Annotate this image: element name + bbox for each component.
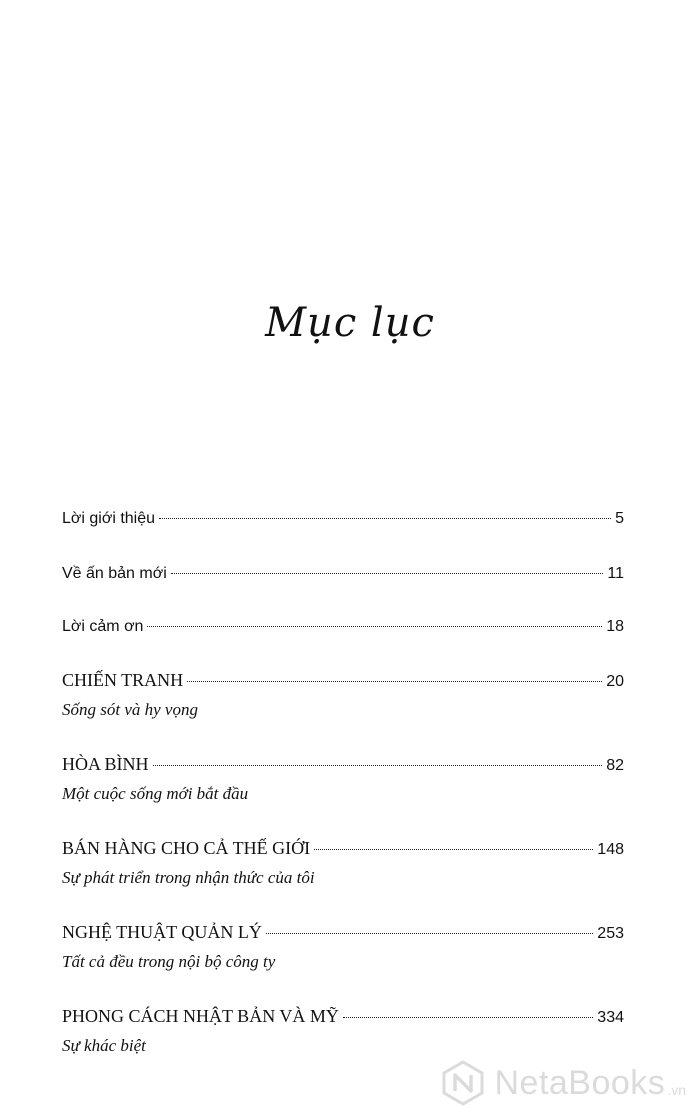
toc-entry[interactable]: [62, 670, 624, 720]
toc-entry-page: 82: [606, 757, 624, 774]
toc-entry-subtitle: Sống sót và hy vọng: [62, 700, 198, 719]
toc-entry[interactable]: [62, 754, 624, 804]
toc-entry-page: 5: [615, 510, 624, 527]
dot-leader: [187, 681, 602, 682]
watermark-text: NetaBooks: [494, 1063, 666, 1102]
toc-entry-subtitle: Một cuộc sống mới bắt đầu: [62, 784, 249, 803]
dot-leader: [159, 518, 611, 519]
toc-entry[interactable]: [62, 510, 624, 528]
toc-entry-subtitle: Sự khác biệt: [62, 1036, 146, 1055]
dot-leader: [266, 933, 593, 934]
toc-entry-label: Về ấn bản mới: [62, 565, 167, 582]
dot-leader: [343, 1017, 593, 1018]
toc-entry-label: Lời giới thiệu: [62, 510, 156, 527]
toc-entry-label: NGHỆ THUẬT QUẢN LÝ: [62, 922, 262, 942]
toc-entry-page: 18: [606, 618, 624, 635]
toc-entry-subtitle: Sự phát triển trong nhận thức của tôi: [62, 868, 315, 887]
toc-entry-label: Lời cảm ơn: [62, 618, 144, 635]
toc-entry-label: CHIẾN TRANH: [62, 670, 184, 690]
page-title: Mục lục: [265, 300, 435, 346]
toc-entry-page: 334: [597, 1009, 624, 1026]
watermark: [440, 1060, 686, 1106]
toc-entry[interactable]: [62, 565, 624, 583]
watermark-tld: .vn: [667, 1082, 686, 1098]
toc-entry[interactable]: [62, 922, 624, 972]
toc-entry-page: 11: [607, 565, 624, 582]
dot-leader: [171, 573, 604, 574]
dot-leader: [147, 626, 602, 627]
toc-entry-label: HÒA BÌNH: [62, 754, 149, 774]
toc-entry-label: BÁN HÀNG CHO CẢ THẾ GIỚI: [62, 838, 311, 858]
toc-entry-page: 148: [597, 841, 624, 858]
dot-leader: [153, 765, 603, 766]
toc-entry[interactable]: [62, 618, 624, 636]
toc-entry-label: PHONG CÁCH NHẬT BẢN VÀ MỸ: [62, 1006, 339, 1026]
toc-entry[interactable]: [62, 1006, 624, 1056]
toc-entry-subtitle: Tất cả đều trong nội bộ công ty: [62, 952, 276, 971]
toc-entry-page: 253: [597, 925, 624, 942]
toc-entry-page: 20: [606, 673, 624, 690]
netabooks-logo-icon: [440, 1060, 486, 1106]
toc-entry[interactable]: [62, 838, 624, 888]
dot-leader: [314, 849, 593, 850]
